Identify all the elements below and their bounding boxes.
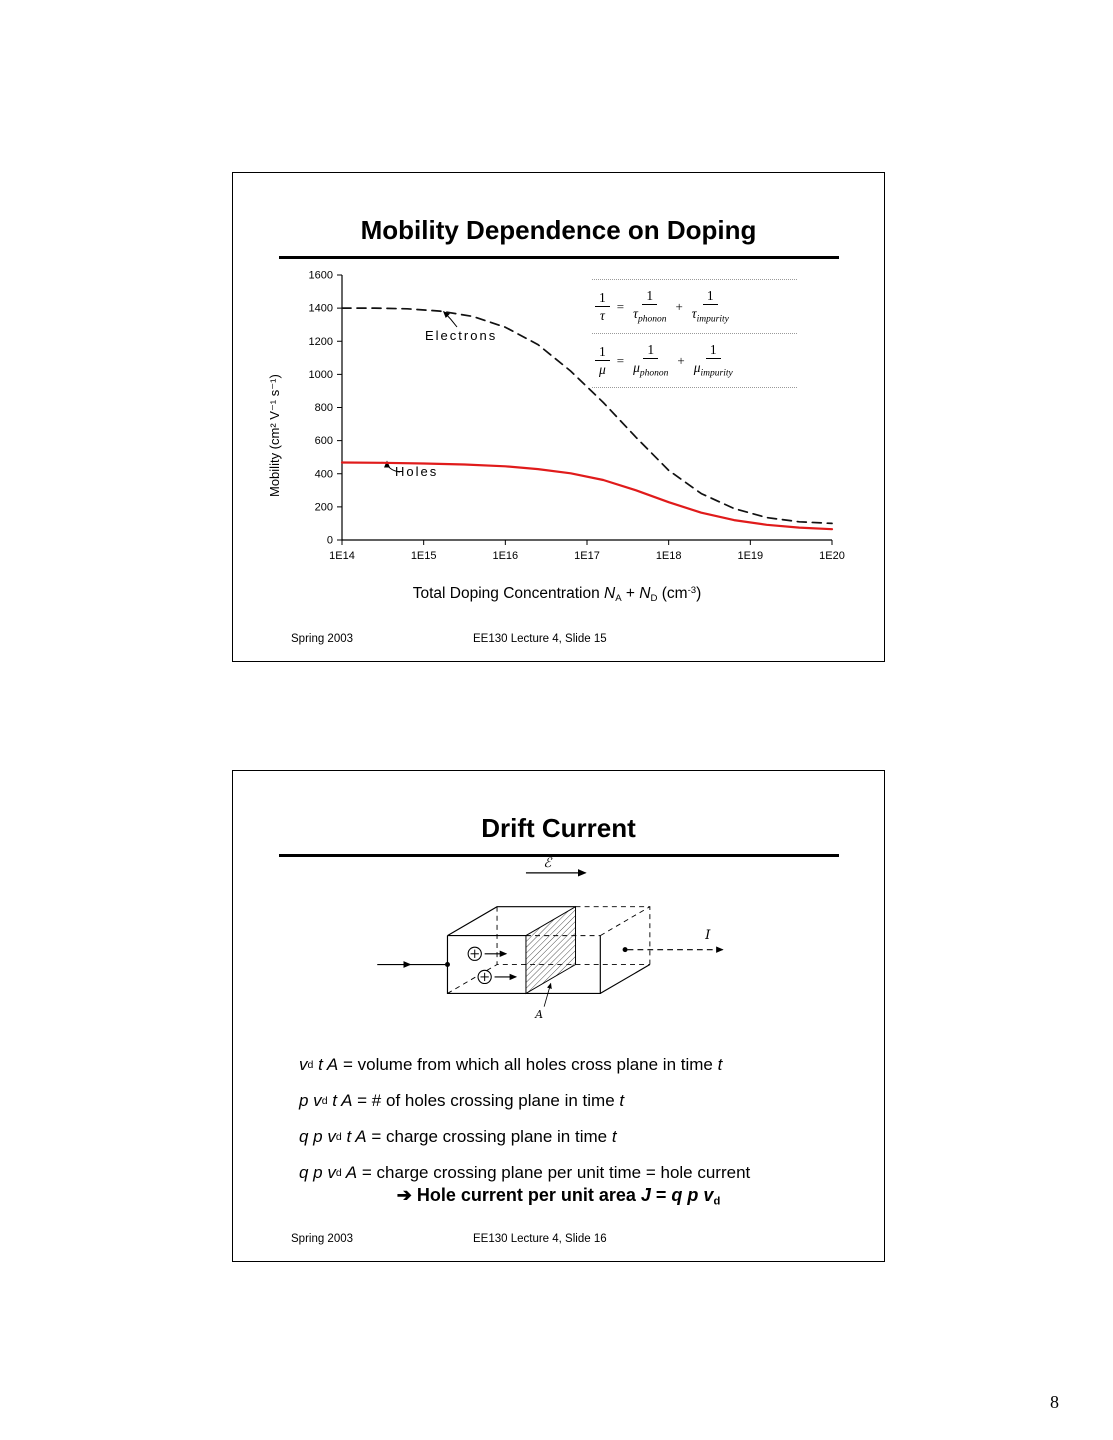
y-axis-label: Mobility (cm² V⁻¹ s⁻¹) [267,374,282,497]
x-tick-label: 1E18 [655,550,682,562]
equals-sign: = [616,352,625,368]
left-contact-dot [445,962,450,967]
right-contact-dot [623,947,628,952]
fraction: $\frac{1}{\tau_{impurity}}$ [691,288,729,325]
current-label: I [705,927,711,943]
y-tick-label: 200 [314,501,333,514]
x-tick-label: 1E17 [574,550,600,562]
slide-drift-current [232,770,885,1262]
drift-current-diagram [369,853,749,1043]
area-pointer [544,984,551,1007]
slide2-title: Drift Current [481,813,636,843]
derivation-line: p v d t A = # of holes crossing plane in time t [299,1091,625,1110]
area-label: A [535,1008,544,1022]
slide1-title: Mobility Dependence on Doping [360,215,757,245]
y-tick-label: 800 [314,402,333,414]
equation-tau [592,280,797,334]
equals-sign: = [616,298,625,314]
title-underline [279,256,839,259]
x-axis-label: Total Doping Concentration NA + ND $(cm^{-3})$ [412,585,702,605]
y-tick-label: 1600 [308,269,333,282]
derivation-line: v d t A = volume from which all holes cross plane in time t [299,1055,723,1074]
electric-field-label: ℰ [543,856,552,872]
slide-mobility-dependence [232,172,885,662]
fraction: $\frac{1}{\mu_{impurity}}$ [693,342,733,379]
fraction: $\frac{1}{\mu_{phonon}}$ [633,342,669,379]
fraction: $\frac{1}{\tau}$ [595,290,610,323]
equation-mu [592,334,797,388]
x-tick-label: 1E19 [737,550,764,562]
y-tick-label: 1200 [308,335,333,348]
plus-sign: + [675,298,683,314]
plus-sign: + [677,352,685,368]
fraction: $\frac{1}{\tau_{phonon}}$ [633,288,667,325]
footer-slide-ref: EE130 Lecture 4, Slide 16 [473,1233,607,1245]
y-tick-label: 1000 [308,368,333,381]
x-tick-label: 1E16 [492,550,519,562]
footer-slide-ref: EE130 Lecture 4, Slide 15 [473,633,607,645]
y-tick-label: 0 [326,534,333,547]
footer-semester: Spring 2003 [291,633,354,645]
x-tick-label: 1E20 [819,550,845,562]
y-tick-label: 1400 [308,302,333,315]
y-tick-label: 400 [314,468,333,481]
page-number: 8 [1050,1392,1059,1412]
cross-section-plane [526,907,576,994]
matthiessen-equations [592,279,797,388]
electrons-label: Electrons [425,328,498,343]
derivation-line: q p v d A = charge crossing plane per unit time = hole current [299,1163,751,1182]
derivation-lines [299,1047,750,1191]
x-tick-label: 1E15 [410,550,437,562]
derivation-line: q p v d t A = charge crossing plane in time t [299,1127,617,1146]
holes-label: Holes [395,464,439,479]
hole-symbols [468,947,516,983]
mobility-chart [247,265,877,633]
fraction: $\frac{1}{\mu}$ [595,344,610,377]
conclusion-line: ➔ Hole current per unit area J = q p vd [396,1185,721,1208]
x-tick-label: 1E14 [329,550,355,562]
footer-semester: Spring 2003 [291,1233,354,1245]
y-tick-label: 600 [314,435,333,448]
